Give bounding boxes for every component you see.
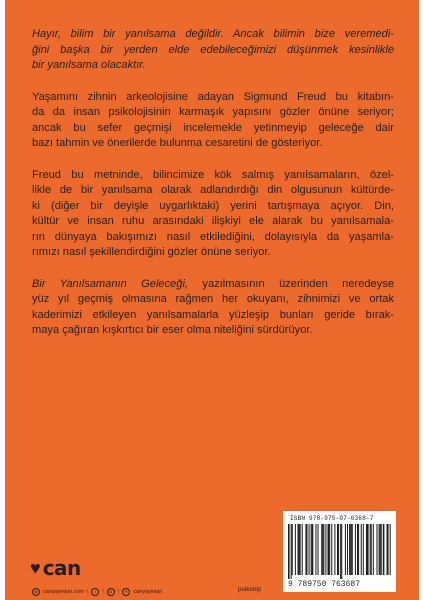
barcode-bar xyxy=(325,524,326,575)
social-handle: canyayinlari xyxy=(133,589,163,595)
instagram-icon: ◘ xyxy=(107,588,115,596)
barcode-bar xyxy=(347,524,348,575)
barcode-bar xyxy=(381,524,382,575)
barcode-bar xyxy=(331,524,332,575)
barcode-bar xyxy=(341,524,342,579)
isbn-label: ISBN 978-975-07-6368-7 xyxy=(290,515,374,522)
barcode-bar xyxy=(305,524,306,575)
barcode-bar xyxy=(309,524,310,575)
publisher-logo xyxy=(30,558,81,578)
barcode-bar xyxy=(361,524,362,575)
barcode-bar xyxy=(328,524,330,575)
paragraph-line: ancak bu sefer geçmişi incelemekle yetinmeyip geleceğe dair xyxy=(32,121,394,134)
paragraph-1 xyxy=(32,90,394,152)
paragraph-line-rest: yazılmasının üzerinden neredeyse xyxy=(188,277,394,290)
epigraph-line: ğini başka bir yerden elde edebileceğimizi düşünmek kesinlikle xyxy=(32,43,394,56)
paragraph-line: ki (diğer bir deyişle uygarlıktaki) yerini tartışmaya açıyor. Din, xyxy=(32,199,394,212)
barcode-bar xyxy=(299,524,300,575)
barcode-bar xyxy=(349,524,350,575)
barcode-bar xyxy=(388,524,389,575)
paragraph-line: kaderimizi etkileyen yanılsamalarla yüzleşip bunları geride bırak- xyxy=(32,308,394,321)
paragraph-line: rın dünyaya bakışımızı nasıl etkilediğini, dolayısıyla da yaşamla- xyxy=(32,230,394,243)
blurb-text xyxy=(32,27,394,355)
facebook-icon: f xyxy=(91,588,99,596)
barcode-bar xyxy=(291,524,292,579)
epigraph-line: bir yanılsama olacaktır. xyxy=(32,59,146,71)
barcode-bar xyxy=(295,524,296,575)
paragraph-line: maya çağıran kışkırtıcı bir eser olma niteliğini sürdürüyor. xyxy=(32,324,313,336)
barcode-bar xyxy=(337,524,338,575)
book-back-cover xyxy=(5,0,419,600)
barcode-bar xyxy=(338,524,339,575)
paragraph-line: rımızı nasıl şekillendirdiğini gözler önüne seriyor. xyxy=(32,246,271,258)
barcode-bar xyxy=(345,524,346,575)
logo-wordmark: can xyxy=(42,556,81,580)
paragraph-line: yüz yıl geçmiş olmasına rağmen her okuyanı, zihnimizi ve ortak xyxy=(32,293,394,305)
barcode-bar xyxy=(300,524,301,575)
barcode-bar xyxy=(383,524,385,575)
barcode-bar xyxy=(298,524,299,575)
paragraph-line: kültür ve insan ruhu arasındaki ilişkiyi ele alarak bu yanılsamala- xyxy=(32,215,394,227)
barcode-bar xyxy=(321,524,322,575)
isbn-digits: 9 789750 763687 xyxy=(288,580,361,588)
heart-icon: ♥ xyxy=(30,558,41,578)
barcode-icon xyxy=(287,524,392,588)
barcode-bar xyxy=(370,524,371,575)
barcode-bar xyxy=(315,524,316,575)
barcode-bar xyxy=(387,524,388,575)
barcode-bar xyxy=(377,524,378,575)
barcode-bar xyxy=(366,524,367,575)
barcode-bar xyxy=(373,524,374,575)
paragraph-2 xyxy=(32,168,394,261)
barcode-bar xyxy=(379,524,380,575)
barcode-bar xyxy=(318,524,319,575)
globe-icon: ◍ xyxy=(32,588,40,596)
barcode-bar xyxy=(367,524,369,575)
barcode-bar xyxy=(306,524,307,575)
paragraph-3 xyxy=(32,277,394,339)
barcode-bar xyxy=(329,524,330,575)
barcode-bar xyxy=(371,524,372,575)
category-label: psikoloji xyxy=(238,586,262,593)
barcode-bar xyxy=(312,524,314,575)
barcode-bar xyxy=(340,524,341,579)
barcode-bar xyxy=(288,524,290,579)
barcode-bar xyxy=(350,524,351,575)
paragraph-line-first xyxy=(32,277,394,293)
barcode-bar xyxy=(363,524,364,575)
barcode-bar xyxy=(334,524,335,575)
isbn-barcode xyxy=(283,511,396,592)
barcode-bar xyxy=(351,524,353,575)
barcode-bar xyxy=(390,524,391,575)
epigraph xyxy=(32,27,394,74)
paragraph-line: bazı tahmin ve önerilerde bulunma cesaretini de gösteriyor. xyxy=(32,137,323,149)
barcode-bar xyxy=(355,524,356,575)
barcode-bar xyxy=(323,524,324,575)
paragraph-line: Yaşamını zihnin arkeolojisine adayan Sigmund Freud bu kitabın- xyxy=(32,90,394,103)
barcode-bar xyxy=(357,524,358,575)
barcode-bar xyxy=(322,524,323,575)
barcode-bar xyxy=(292,524,293,575)
barcode-bar xyxy=(358,524,359,575)
x-icon: ✕ xyxy=(122,588,130,596)
epigraph-line: Hayır, bilim bir yanılsama değildir. Ancak bilimin bize veremedi- xyxy=(32,28,394,40)
barcode-bar xyxy=(380,524,381,575)
book-title-inline: Bir Yanılsamanın Geleceği, xyxy=(32,277,189,290)
publisher-footer: ◍ canyayinlari.com | f | ◘ | ✕ canyayinlari xyxy=(32,588,162,596)
barcode-bar xyxy=(302,524,303,575)
paragraph-line: da da insan psikolojisinin karmaşık yapısını gözler önüne seriyor; xyxy=(32,106,394,118)
barcode-bar xyxy=(311,524,312,575)
paragraph-line: likle de bir yanılsama olarak adlandırdığı din olgusunun kültürde- xyxy=(32,184,394,196)
website-text: canyayinlari.com xyxy=(43,589,84,595)
paragraph-line: Freud bu metninde, bilincimize kök salmış yanılsamaların, özel- xyxy=(32,168,394,181)
